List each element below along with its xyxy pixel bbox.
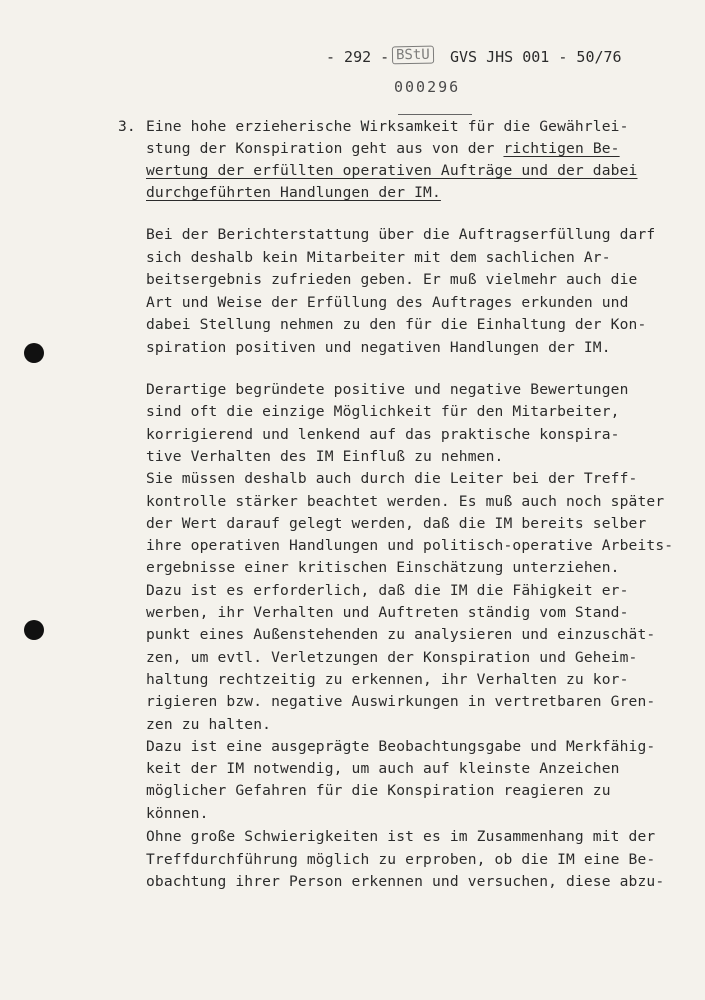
- p1-line: dabei Stellung nehmen zu den für die Einhaltung der Kon-: [146, 316, 647, 334]
- p2-line: können.: [146, 804, 209, 822]
- reference-code: GVS JHS 001 - 50/76: [450, 48, 622, 66]
- p2-line: zen, um evtl. Verletzungen der Konspiration und Geheim-: [146, 648, 638, 666]
- p3-line: Treffdurchführung möglich zu erproben, ob die IM eine Be-: [146, 850, 656, 868]
- document-number-rule: [398, 114, 472, 115]
- p1-line: sich deshalb kein Mitarbeiter mit dem sachlichen Ar-: [146, 248, 611, 266]
- heading-line-3: wertung der erfüllten operativen Aufträge und der dabei: [146, 162, 638, 179]
- p2-line: der Wert darauf gelegt werden, daß die IM bereits selber: [146, 514, 647, 532]
- heading-line-1: Eine hohe erzieherische Wirksamkeit für die Gewährlei-: [146, 118, 629, 135]
- p2-line: kontrolle stärker beachtet werden. Es muß auch noch später: [146, 492, 665, 510]
- p2-line: haltung rechtzeitig zu erkennen, ihr Verhalten zu kor-: [146, 670, 629, 688]
- p2-line: Derartige begründete positive und negative Bewertungen: [146, 381, 629, 398]
- archive-stamp: BStU: [392, 46, 434, 65]
- p2-line: Dazu ist eine ausgeprägte Beobachtungsgabe und Merkfähig-: [146, 737, 656, 755]
- p1-line: Art und Weise der Erfüllung des Auftrages erkunden und: [146, 293, 629, 311]
- p1-line: beitsergebnis zufrieden geben. Er muß vielmehr auch die: [146, 271, 638, 289]
- p2-line: Sie müssen deshalb auch durch die Leiter bei der Treff-: [146, 470, 638, 488]
- p1-line: spiration positiven und negativen Handlungen der IM.: [146, 339, 611, 356]
- punch-hole-bottom: [24, 620, 44, 640]
- p2-line: zen zu halten.: [146, 715, 272, 733]
- p3-line: obachtung ihrer Person erkennen und versuchen, diese abzu-: [146, 873, 665, 890]
- document-number: 000296: [394, 78, 461, 96]
- heading-line-4: durchgeführten Handlungen der IM.: [146, 184, 441, 201]
- p3-line: Ohne große Schwierigkeiten ist es im Zusammenhang mit der: [146, 828, 656, 845]
- p1-line: Bei der Berichterstattung über die Auftragserfüllung darf: [146, 226, 656, 243]
- p2-line: möglicher Gefahren für die Konspiration reagieren zu: [146, 782, 611, 800]
- p2-line: korrigierend und lenkend auf das praktische konspira-: [146, 425, 620, 443]
- heading-line-2: stung der Konspiration geht aus von der richtigen Be-: [146, 140, 620, 157]
- p2-line: punkt eines Außenstehenden zu analysieren und einzuschät-: [146, 626, 656, 644]
- p2-line: tive Verhalten des IM Einfluß zu nehmen.: [146, 447, 504, 465]
- punch-hole-top: [24, 343, 44, 363]
- page-number: - 292 -: [326, 48, 390, 66]
- section-number: 3.: [118, 118, 136, 135]
- p2-line: ihre operativen Handlungen und politisch-operative Arbeits-: [146, 537, 674, 555]
- p2-line: werben, ihr Verhalten und Auftreten ständig vom Stand-: [146, 604, 629, 621]
- p2-line: rigieren bzw. negative Auswirkungen in vertretbaren Gren-: [146, 693, 656, 711]
- p2-line: sind oft die einzige Möglichkeit für den Mitarbeiter,: [146, 403, 620, 421]
- p2-line: ergebnisse einer kritischen Einschätzung unterziehen.: [146, 559, 620, 577]
- p2-line: keit der IM notwendig, um auch auf kleinste Anzeichen: [146, 760, 620, 778]
- p2-line: Dazu ist es erforderlich, daß die IM die Fähigkeit er-: [146, 581, 629, 599]
